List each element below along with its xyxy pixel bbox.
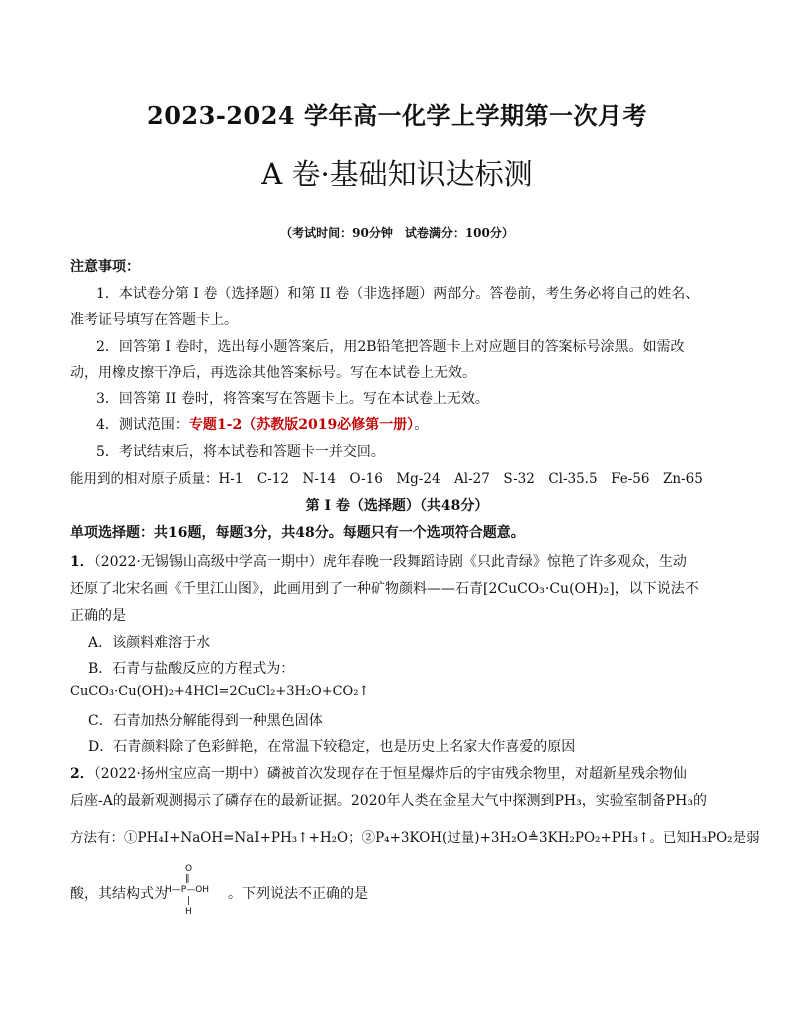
question-2-line-1 <box>70 763 687 783</box>
section-instruction: 单项选择题：共16题，每题3分，共48分。每题只有一个选项符合题意。 <box>70 525 525 541</box>
exam-subtitle: A 卷·基础知识达标测 <box>261 157 533 191</box>
question-1-option-c: C．石青加热分解能得到一种黑色固体 <box>88 713 323 729</box>
struct-double-bond: ‖ <box>185 874 190 884</box>
question-1-line-1 <box>70 551 687 571</box>
struct-hydrogen: H <box>185 907 192 917</box>
question-2-line-4-prefix: 酸，其结构式为 <box>70 886 168 902</box>
question-2-line-4-suffix: 。下列说法不正确的是 <box>228 886 368 902</box>
notice-item-5: 5．考试结束后，将本试卷和答题卡一并交回。 <box>96 444 385 460</box>
notice-item-1-line-1: 1．本试卷分第 I 卷（选择题）和第 II 卷（非选择题）两部分。答卷前，考生务必将自己的姓名、 <box>96 286 700 302</box>
notice-item-4-prefix: 4．测试范围： <box>96 417 189 433</box>
notice-item-2-line-1: 2．回答第 I 卷时，选出每小题答案后，用2B铅笔把答题卡上对应题目的答案标号涂黑。如需改 <box>96 339 685 355</box>
question-2-text: （2022·扬州宝应高一期中）磷被首次发现存在于恒星爆炸后的宇宙残余物里，对超新星残余物仙 <box>93 766 687 782</box>
notice-item-3: 3．回答第 II 卷时，将答案写在答题卡上。写在本试卷上无效。 <box>96 391 489 407</box>
notice-item-4-scope: 专题1-2（苏教版2019必修第一册） <box>188 417 415 433</box>
question-2-line-2: 后座-A的最新观测揭示了磷存在的最新证据。2020年人类在金星大气中探测到PH₃，实验室制备PH₃的 <box>70 793 707 809</box>
notice-item-2-line-2: 动，用橡皮擦干净后，再选涂其他答案标号。写在本试卷上无效。 <box>70 365 476 381</box>
atomic-masses: 能用到的相对原子质量：H-1 C-12 N-14 O-16 Mg-24 Al-27 S-32 Cl-35.5 Fe-56 Zn-65 <box>70 471 703 487</box>
question-1-text: （2022·无锡锡山高级中学高一期中）虎年春晚一段舞蹈诗剧《只此青绿》惊艳了许多观众，生动 <box>93 554 687 570</box>
question-1-option-b-equation: CuCO₃·Cu(OH)₂+4HCl=2CuCl₂+3H₂O+CO₂↑ <box>70 684 370 699</box>
struct-oxygen: O <box>185 864 193 874</box>
h3po2-structural-formula <box>165 862 225 920</box>
question-1-option-a: A．该颜料难溶于水 <box>88 635 211 651</box>
section-title: 第 I 卷（选择题）（共48分） <box>305 498 489 514</box>
notice-item-4 <box>96 414 428 434</box>
question-1-option-b: B．石青与盐酸反应的方程式为： <box>88 661 295 677</box>
notice-item-4-suffix: 。 <box>414 417 429 433</box>
struct-main-chain: H—P—OH <box>165 885 210 895</box>
notice-heading: 注意事项： <box>70 259 140 275</box>
question-2-number: 2． <box>70 766 94 782</box>
question-1-line-3: 正确的是 <box>70 608 126 624</box>
exam-meta: （考试时间：90分钟 试卷满分：100分） <box>280 226 514 240</box>
question-1-line-2: 还原了北宋名画《千里江山图》，此画用到了一种矿物颜料——石青[2CuCO₃·Cu(OH)₂]，以下说法不 <box>70 581 699 597</box>
question-2-line-3: 方法有：①PH₄I+NaOH=NaI+PH₃↑+H₂O；②P₄+3KOH(过量)+3H₂O≜3KH₂PO₂+PH₃↑。已知H₃PO₂是弱 <box>70 830 760 846</box>
exam-title: 2023-2024 学年高一化学上学期第一次月考 <box>147 101 647 130</box>
question-1-number: 1． <box>70 554 94 570</box>
question-1-option-d: D．石青颜料除了色彩鲜艳，在常温下较稳定，也是历史上名家大作喜爱的原因 <box>88 739 576 755</box>
notice-item-1-line-2: 准考证号填写在答题卡上。 <box>70 312 238 328</box>
struct-single-bond: | <box>187 896 191 906</box>
